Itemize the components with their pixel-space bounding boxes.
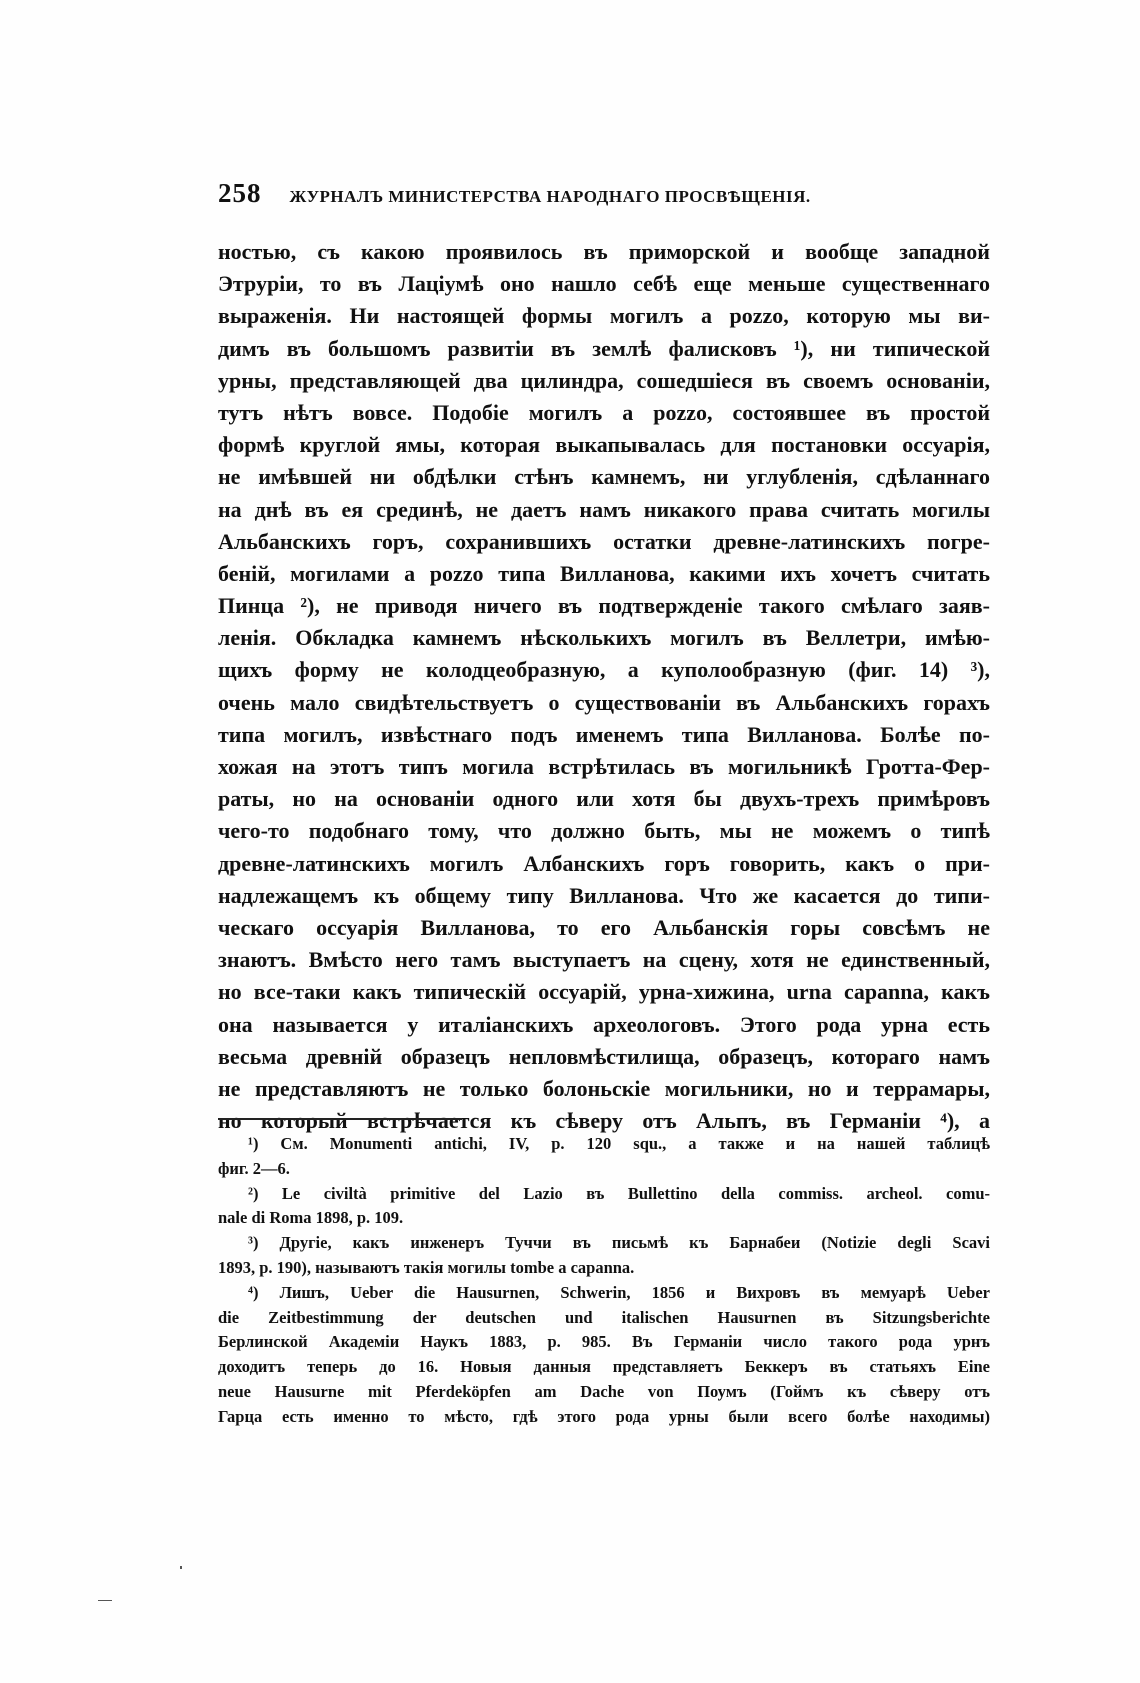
footnote-line: 1893, p. 190), называютъ такія могилы tombe a capanna.: [218, 1257, 635, 1277]
footnote-line: neue Hausurne mit Pferdeköpfen am Dache von Поумъ (Гоймъ къ сѣверу отъ: [218, 1381, 990, 1401]
text-line: она называется у италіанскихъ археологовъ. Этого рода урна есть: [218, 1011, 990, 1037]
scan-speck: [180, 1566, 182, 1569]
footnote-line: Гарца есть именно то мѣсто, гдѣ этого рода урны были всего болѣе находимы): [218, 1406, 990, 1426]
footnote-line: ³) Другіе, какъ инженеръ Туччи въ письмѣ къ Барнабеи (Notizie degli Scavi: [248, 1233, 990, 1253]
page-header: [218, 178, 988, 218]
text-line: Пинца ²), не приводя ничего въ подтвержденіе такого смѣлаго заяв-: [218, 593, 990, 619]
page-number: 258: [218, 178, 262, 208]
text-line: чего-то подобнаго тому, что должно быть, мы не можемъ о типѣ: [218, 818, 990, 844]
scan-mark: [98, 1600, 112, 1601]
text-line: беній, могилами a pozzo типа Вилланова, какими ихъ хочетъ считать: [218, 560, 990, 586]
text-line: не имѣвшей ни обдѣлки стѣнъ камнемъ, ни углубленія, сдѣланнаго: [218, 464, 990, 490]
footnote-line: die Zeitbestimmung der deutschen und italischen Hausurnen въ Sitzungsberichte: [218, 1307, 990, 1327]
footnote-line: nale di Roma 1898, p. 109.: [218, 1208, 404, 1228]
text-line: хожая на этотъ типъ могила встрѣтилась въ могильникѣ Гротта-Фер-: [218, 754, 990, 779]
text-line: знаютъ. Вмѣсто него тамъ выступаетъ на сцену, хотя не единственный,: [218, 947, 990, 973]
footnote-line: Берлинской Академіи Наукъ 1883, p. 985. Въ Германіи число такого рода урнъ: [218, 1332, 990, 1352]
running-head: ЖУРНАЛЪ МИНИСТЕРСТВА НАРОДНАГО ПРОСВѢЩЕНІЯ.: [289, 187, 811, 206]
text-line: ностью, съ какою проявилось въ приморской и вообще западной: [218, 239, 990, 264]
text-line: формѣ круглой ямы, которая выкапывалась для постановки оссуарія,: [218, 432, 990, 458]
footnote-separator: [218, 1118, 462, 1120]
footnote-line: фиг. 2—6.: [218, 1158, 290, 1178]
main-text: [218, 236, 990, 1137]
text-line: весьма древній образецъ непловмѣстилища, образецъ, котораго намъ: [218, 1043, 990, 1069]
text-line: на днѣ въ ея срединѣ, не даетъ намъ никакого права считать могилы: [218, 496, 990, 522]
text-line: не представляютъ не только болоньскіе могильники, но и террамары,: [218, 1075, 990, 1101]
footnote-line: ⁴) Лишъ, Ueber die Hausurnen, Schwerin, 1856 и Вихровъ въ мемуарѣ Ueber: [248, 1282, 990, 1302]
text-line: щихъ форму не колодцеобразную, а куполообразную (фиг. 14) ³),: [218, 657, 990, 683]
text-line: древне-латинскихъ могилъ Албанскихъ горъ говорить, какъ о при-: [218, 850, 990, 876]
text-line: типа могилъ, извѣстнаго подъ именемъ типа Вилланова. Болѣе по-: [218, 721, 990, 747]
text-line: Альбанскихъ горъ, сохранившихъ остатки древне-латинскихъ погре-: [218, 528, 990, 554]
text-line: раты, но на основаніи одного или хотя бы двухъ-трехъ примѣровъ: [218, 786, 990, 812]
text-line: очень мало свидѣтельствуетъ о существованіи въ Альбанскихъ горахъ: [218, 689, 990, 715]
footnote-line: ¹) См. Monumenti antichi, IV, p. 120 squ., а также и на нашей таблицѣ: [248, 1134, 990, 1153]
text-line: ческаго оссуарія Вилланова, то его Альбанскія горы совсѣмъ не: [218, 914, 990, 940]
text-line: урны, представляющей два цилиндра, сошедшіеся въ своемъ основаніи,: [218, 367, 990, 393]
footnotes: [218, 1132, 990, 1430]
text-line: ленія. Обкладка камнемъ нѣсколькихъ могилъ въ Веллетри, имѣю-: [218, 625, 990, 651]
text-line: Этруріи, то въ Лаціумѣ оно нашло себѣ еще меньше существеннаго: [218, 271, 990, 297]
text-line: но все-таки какъ типическій оссуарій, урна-хижина, urna capanna, какъ: [218, 979, 990, 1005]
text-line: димъ въ большомъ развитіи въ землѣ фалисковъ ¹), ни типической: [218, 335, 990, 361]
footnote-line: доходитъ теперь до 16. Новыя данныя представляетъ Беккеръ въ статьяхъ Eine: [218, 1357, 990, 1377]
text-line: тутъ нѣтъ вовсе. Подобіе могилъ a pozzo, состоявшее въ простой: [218, 399, 990, 425]
text-line: выраженія. Ни настоящей формы могилъ a pozzo, которую мы ви-: [218, 303, 990, 329]
footnote-line: ²) Le civiltà primitive del Lazio въ Bullettino della commiss. archeol. comu-: [248, 1183, 990, 1203]
text-line: но который встрѣчается къ сѣверу отъ Альпъ, въ Германіи ⁴), а: [218, 1108, 990, 1134]
text-line: надлежащемъ къ общему типу Вилланова. Что же касается до типи-: [218, 882, 990, 908]
